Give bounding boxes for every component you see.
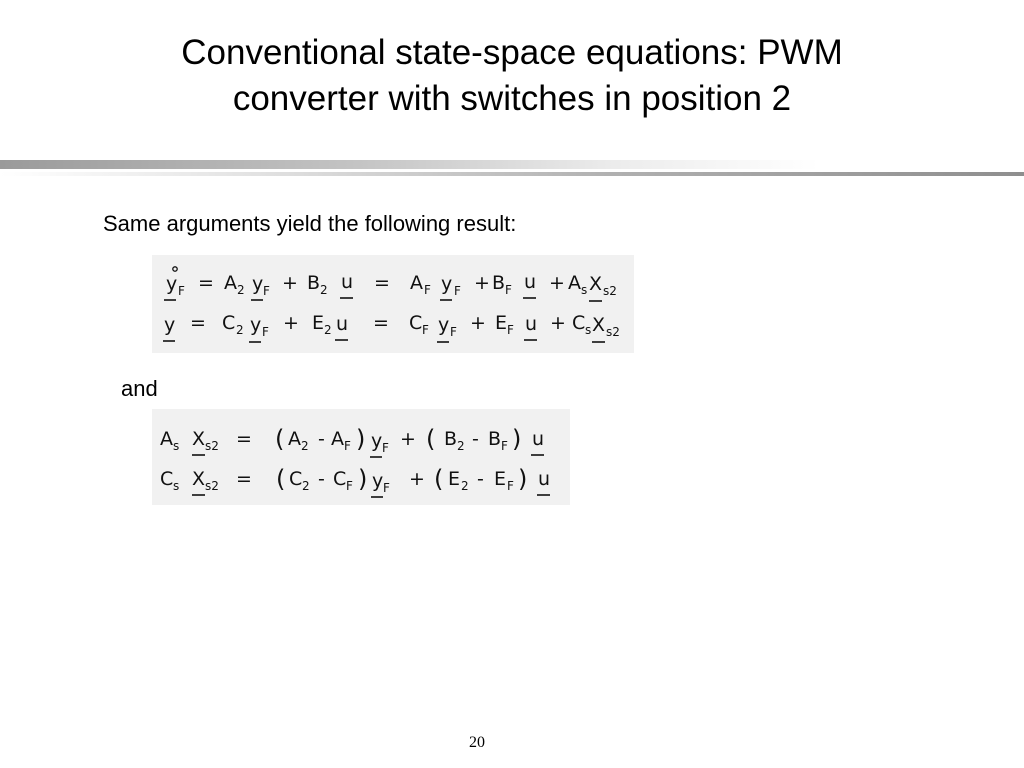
eq1-r2-term5-sub: s xyxy=(585,323,592,337)
eq1-r1-var2: u xyxy=(341,271,354,293)
eq2-r1-minus1: - xyxy=(318,428,325,450)
eq2-r1-a-sub: 2 xyxy=(301,439,309,453)
eq2-r2-a: C xyxy=(289,468,303,490)
eq1-r2-eq2: = xyxy=(373,312,389,334)
derivative-dot xyxy=(173,267,177,271)
eq2-r2-d-sub: F xyxy=(507,479,514,493)
eq1-r2-term3-sub: F xyxy=(422,323,429,337)
equation-row-1 xyxy=(164,267,617,301)
eq1-r1-plus3: + xyxy=(549,272,565,294)
eq1-r2-var2: u xyxy=(336,313,349,335)
eq1-r1-term2-sub: 2 xyxy=(320,283,328,297)
eq1-r1-var1-sub: F xyxy=(263,284,270,298)
eq2-r2-b-sub: F xyxy=(346,479,353,493)
eq1-r1-var3-sub: F xyxy=(454,284,461,298)
eq1-r1-term2: B xyxy=(307,272,321,294)
eq2-r1-minus2: - xyxy=(472,428,479,450)
eq2-r2-minus2: - xyxy=(477,468,484,490)
eq2-r2-lhs-sub: s xyxy=(173,479,180,493)
eq2-r2-close1: ) xyxy=(358,465,368,493)
eq2-r1-d: B xyxy=(488,428,502,450)
eq1-r2-term3: C xyxy=(409,312,423,334)
eq2-r2-d: E xyxy=(494,468,507,490)
eq1-r2-term1: C xyxy=(222,312,236,334)
eq1-r1-term4-sub: F xyxy=(505,283,512,297)
eq1-r1-term4: B xyxy=(492,272,506,294)
eq1-r1-lhs-sub: F xyxy=(178,284,185,298)
eq2-r1-c-sub: 2 xyxy=(457,439,465,453)
eq2-r2-lhs-var: X xyxy=(192,468,206,490)
eq1-r2-term2: E xyxy=(312,312,325,334)
eq2-r1-open2: ( xyxy=(426,425,436,453)
eq2-r1-lhs: A xyxy=(160,428,173,450)
eq2-r1-close2: ) xyxy=(512,425,522,453)
eq1-r1-var3: y xyxy=(441,273,453,295)
eq1-r1-plus1: + xyxy=(282,272,298,294)
connector-text: and xyxy=(121,376,158,401)
eq2-r2-a-sub: 2 xyxy=(302,479,310,493)
eq2-r1-lhs-var: X xyxy=(192,428,206,450)
eq2-r1-d-sub: F xyxy=(501,439,508,453)
eq1-r2-term1-sub: 2 xyxy=(236,323,244,337)
eq1-r2-eq1: = xyxy=(190,312,206,334)
equation-row-1 xyxy=(160,425,544,457)
eq1-r2-plus3: + xyxy=(550,312,566,334)
eq2-r1-lhs-var-sub: s2 xyxy=(205,439,219,453)
eq1-r2-term4: E xyxy=(495,312,508,334)
title-line-1: Conventional state-space equations: PWM xyxy=(181,33,843,72)
eq1-r2-term2-sub: 2 xyxy=(324,323,332,337)
eq2-r1-b-sub: F xyxy=(344,439,351,453)
eq2-r1-var1: y xyxy=(371,430,383,452)
eq1-r2-lhs: y xyxy=(164,314,176,336)
eq1-r2-var5: X xyxy=(592,314,606,336)
eq2-r2-close2: ) xyxy=(518,465,528,493)
equation-row-2 xyxy=(160,465,550,497)
eq2-r2-var1-sub: F xyxy=(383,481,390,495)
title-divider-top xyxy=(0,160,1024,169)
title-divider-bottom xyxy=(0,172,1024,176)
eq1-r1-var4: u xyxy=(524,271,537,293)
eq2-r2-lhs-var-sub: s2 xyxy=(205,479,219,493)
eq1-r2-term5: C xyxy=(572,312,586,334)
eq1-r1-term5-sub: s xyxy=(581,283,588,297)
eq2-r1-var1-sub: F xyxy=(382,441,389,455)
coupling-equations-image xyxy=(152,409,570,505)
eq2-r1-a: A xyxy=(288,428,301,450)
eq1-r1-term3: A xyxy=(410,272,423,294)
eq2-r2-plus: + xyxy=(409,468,425,490)
page-number: 20 xyxy=(469,734,485,751)
eq1-r2-var1-sub: F xyxy=(262,325,269,339)
eq2-r2-c: E xyxy=(448,468,461,490)
eq1-r1-plus2: + xyxy=(474,272,490,294)
eq1-r1-eq1: = xyxy=(198,272,214,294)
eq1-r1-var5-sub: s2 xyxy=(603,284,617,298)
eq1-r2-plus1: + xyxy=(283,312,299,334)
eq1-r1-term3-sub: F xyxy=(424,283,431,297)
eq2-r1-b: A xyxy=(331,428,344,450)
eq2-r2-eq: = xyxy=(236,468,252,490)
eq1-r1-term1-sub: 2 xyxy=(237,283,245,297)
eq1-r2-var3-sub: F xyxy=(450,325,457,339)
eq2-r2-open1: ( xyxy=(276,465,286,493)
eq2-r2-var2: u xyxy=(538,468,551,490)
eq1-r1-term5: A xyxy=(568,272,581,294)
eq1-r1-var5: X xyxy=(589,273,603,295)
eq1-r2-term4-sub: F xyxy=(507,323,514,337)
eq2-r1-c: B xyxy=(444,428,458,450)
slide-title xyxy=(60,30,964,122)
eq2-r2-minus1: - xyxy=(318,468,325,490)
eq2-r2-lhs: C xyxy=(160,468,174,490)
eq2-r2-c-sub: 2 xyxy=(461,479,469,493)
eq1-r2-var5-sub: s2 xyxy=(606,325,620,339)
eq2-r1-var2: u xyxy=(532,428,545,450)
state-equations-image xyxy=(152,255,634,353)
title-line-2: converter with switches in position 2 xyxy=(232,79,792,118)
eq1-r2-var1: y xyxy=(250,314,262,336)
eq2-r2-open2: ( xyxy=(434,465,444,493)
eq2-r1-lhs-sub: s xyxy=(173,439,180,453)
eq1-r1-var1: y xyxy=(252,273,264,295)
eq1-r1-eq2: = xyxy=(374,272,390,294)
eq2-r2-b: C xyxy=(333,468,347,490)
eq1-r1-term1: A xyxy=(224,272,237,294)
eq2-r1-open1: ( xyxy=(275,425,285,453)
eq1-r2-var3: y xyxy=(438,314,450,336)
eq2-r1-plus: + xyxy=(400,428,416,450)
equation-row-2 xyxy=(163,312,620,342)
eq1-r2-var4: u xyxy=(525,313,538,335)
intro-text: Same arguments yield the following result: xyxy=(103,211,517,236)
eq2-r2-var1: y xyxy=(372,470,384,492)
eq1-r2-plus2: + xyxy=(470,312,486,334)
eq1-r1-lhs: y xyxy=(166,273,178,295)
eq2-r1-eq: = xyxy=(236,428,252,450)
eq2-r1-close1: ) xyxy=(356,425,366,453)
